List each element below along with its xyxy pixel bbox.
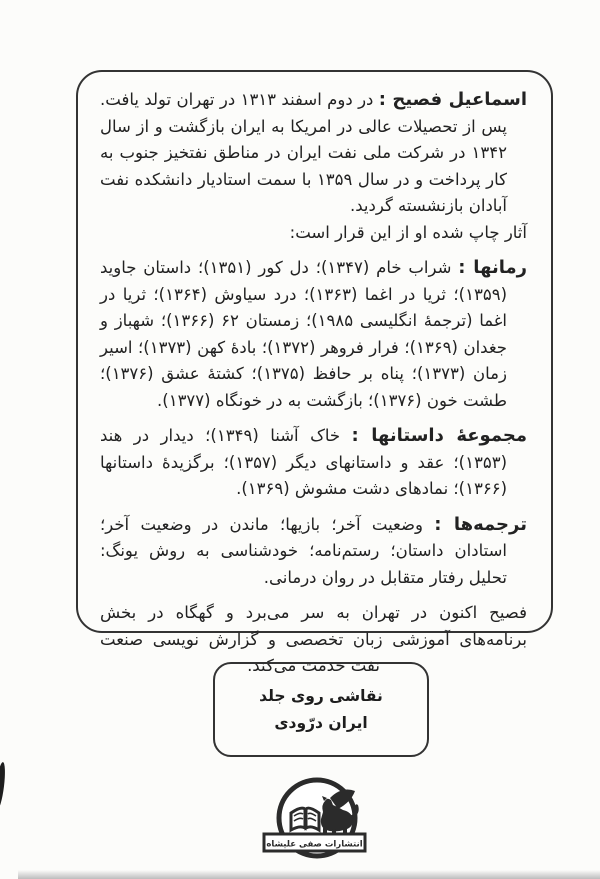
scan-edge-mark <box>0 762 7 811</box>
cover-credit-title: نقاشی روی جلد <box>259 687 383 705</box>
bio-paragraph <box>100 87 527 220</box>
publisher-name: انتشارات صفی علیشاه <box>266 839 363 850</box>
bio-text: در دوم اسفند ۱۳۱۳ در تهران تولد یافت. پس از تحصیلات عالی در امریکا به ایران بازگشت و از سال ۱۳۴۲ در شرکت ملی نفت ایران در مناطق نفتخیز جنوب به کار پرداخت و در سال ۱۳۵۹ با سمت استادیار دانشکده نفت آبادان بازنشسته گردید. <box>100 90 507 215</box>
author-name-label: اسماعیل فصیح : <box>378 89 528 110</box>
translations-list: وضعیت آخر؛ بازیها؛ ماندن در وضعیت آخر؛ استادان داستان؛ رستم‌نامه؛ خودشناسی به روش یونگ: تحلیل رفتار متقابل در روان درمانی. <box>100 514 507 587</box>
novels-paragraph <box>100 255 527 414</box>
author-bio-box <box>76 70 553 675</box>
publisher-banner <box>264 834 365 851</box>
scan-bottom-shadow <box>18 870 600 879</box>
current-status-paragraph: فصیح اکنون در تهران به سر می‌برد و گهگاه در بخش برنامه‌های آموزشی زبان تخصصی و گزارش نویسی صنعت نفت خدمت می‌کند. <box>100 603 527 675</box>
novels-list: شراب خام (۱۳۴۷)؛ دل کور (۱۳۵۱)؛ داستان جاوید (۱۳۵۹)؛ ثریا در اغما (۱۳۶۳)؛ درد سیاوش (۱۳۶۴)؛ ثریا در اغما (ترجمهٔ انگلیسی ۱۹۸۵)؛ زمستان ۶۲ (۱۳۶۶)؛ شهباز و جغدان (۱۳۶۹)؛ فرار فروهر (۱۳۷۲)؛ بادهٔ کهن (۱۳۷۳)؛ اسیر زمان (۱۳۷۳)؛ پناه بر حافظ (۱۳۷۵)؛ کشتهٔ عشق (۱۳۷۶)؛ طشت خون (۱۳۷۶)؛ بازگشت به در خونگاه (۱۳۷۷). <box>100 258 508 410</box>
story-collections-list: خاک آشنا (۱۳۴۹)؛ دیدار در هند (۱۳۵۳)؛ عقد و داستانهای دیگر (۱۳۵۷)؛ برگزیدهٔ داستانها (۱۳۶۶)؛ نمادهای دشت مشوش (۱۳۶۹). <box>100 426 507 498</box>
winged-lion-open-book-emblem-icon <box>260 772 372 872</box>
novels-label: رمانها : <box>458 257 527 278</box>
cover-artist-name: ایران درّودی <box>274 714 368 732</box>
translations-label: ترجمه‌ها : <box>434 513 527 535</box>
open-book-icon <box>291 808 319 830</box>
translations-paragraph <box>100 512 527 592</box>
works-intro-line: آثار چاپ شده او از این قرار است: <box>289 222 527 242</box>
publisher-emblem <box>260 772 372 872</box>
cover-credit-box <box>213 662 429 757</box>
story-collections-paragraph <box>100 423 527 503</box>
story-collections-label: مجموعهٔ داستانها : <box>351 425 527 446</box>
